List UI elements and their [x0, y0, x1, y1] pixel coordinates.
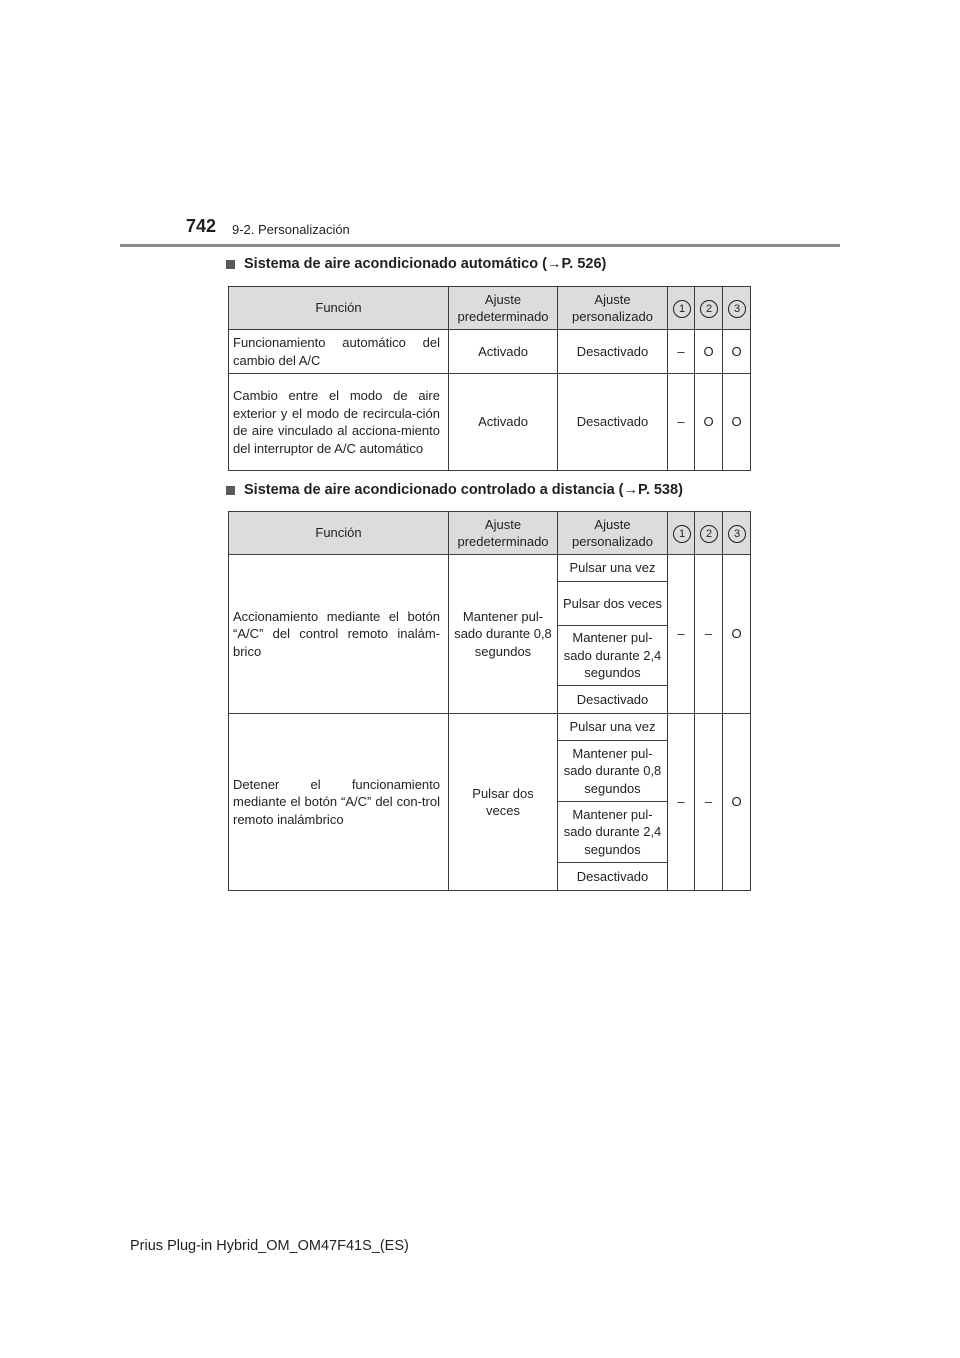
- table-row: [229, 555, 751, 582]
- mark-cell-2: –: [695, 714, 723, 891]
- table-row: [229, 330, 751, 374]
- mark-cell-2: –: [695, 555, 723, 714]
- circled-number-2: 2: [700, 300, 718, 318]
- custom-option-cell: Mantener pul-sado durante 0,8 segundos: [558, 741, 668, 802]
- custom-option-cell: Mantener pul-sado durante 2,4 segundos: [558, 802, 668, 863]
- col-header-2: [695, 287, 723, 330]
- page-number: 742: [186, 216, 217, 236]
- footer-doc-id: Prius Plug-in Hybrid_OM_OM47F41S_(ES): [130, 1238, 409, 1254]
- remote-ac-table: [228, 511, 751, 891]
- table-header-row: [229, 512, 751, 555]
- default-cell: Pulsar dos veces: [449, 714, 558, 891]
- mark-cell-1: –: [668, 555, 695, 714]
- custom-cell: Desactivado: [558, 330, 668, 374]
- table-header-row: [229, 287, 751, 330]
- default-cell: Activado: [449, 330, 558, 374]
- col-header-funcion: Función: [229, 287, 449, 330]
- mark-cell-3: O: [723, 374, 751, 471]
- circled-number-1: 1: [673, 300, 691, 318]
- col-header-2: [695, 512, 723, 555]
- mark-cell-3: O: [723, 555, 751, 714]
- custom-option-cell: Pulsar dos veces: [558, 582, 668, 626]
- circled-number-3: 3: [728, 525, 746, 543]
- mark-cell-1: –: [668, 714, 695, 891]
- table-row: [229, 374, 751, 471]
- col-header-1: [668, 287, 695, 330]
- auto-ac-table: [228, 286, 751, 471]
- function-cell: Cambio entre el modo de aire exterior y el modo de recircula-ción de aire vinculado al acciona-miento del interruptor de A/C automático: [229, 374, 449, 471]
- heading-text: Sistema de aire acondicionado automático (→P. 526): [244, 256, 607, 272]
- heading-square-icon: [226, 260, 235, 269]
- circled-number-2: 2: [700, 525, 718, 543]
- default-cell: Mantener pul-sado durante 0,8 segundos: [449, 555, 558, 714]
- mark-cell-3: O: [723, 330, 751, 374]
- col-header-3: [723, 287, 751, 330]
- mark-cell-1: –: [668, 330, 695, 374]
- custom-option-cell: Desactivado: [558, 686, 668, 714]
- col-header-default: Ajuste predeterminado: [449, 512, 558, 555]
- function-cell: Accionamiento mediante el botón “A/C” del control remoto inalám-brico: [229, 555, 449, 714]
- custom-cell: Desactivado: [558, 374, 668, 471]
- col-header-funcion: Función: [229, 512, 449, 555]
- custom-option-cell: Desactivado: [558, 863, 668, 891]
- col-header-custom: Ajuste personalizado: [558, 287, 668, 330]
- custom-option-cell: Mantener pul-sado durante 2,4 segundos: [558, 626, 668, 686]
- table-row: [229, 714, 751, 741]
- mark-cell-3: O: [723, 714, 751, 891]
- function-cell: Detener el funcionamiento mediante el botón “A/C” del con-trol remoto inalámbrico: [229, 714, 449, 891]
- heading-text: Sistema de aire acondicionado controlado a distancia (→P. 538): [244, 482, 683, 498]
- col-header-custom: Ajuste personalizado: [558, 512, 668, 555]
- section-heading-remote-ac: [226, 482, 683, 498]
- heading-square-icon: [226, 486, 235, 495]
- mark-cell-1: –: [668, 374, 695, 471]
- col-header-1: [668, 512, 695, 555]
- header-rule: [120, 244, 840, 247]
- col-header-default: Ajuste predeterminado: [449, 287, 558, 330]
- default-cell: Activado: [449, 374, 558, 471]
- section-heading-auto-ac: [226, 256, 606, 272]
- custom-option-cell: Pulsar una vez: [558, 555, 668, 582]
- custom-option-cell: Pulsar una vez: [558, 714, 668, 741]
- col-header-3: [723, 512, 751, 555]
- circled-number-1: 1: [673, 525, 691, 543]
- section-label: 9-2. Personalización: [232, 222, 350, 237]
- mark-cell-2: O: [695, 374, 723, 471]
- mark-cell-2: O: [695, 330, 723, 374]
- function-cell: Funcionamiento automático del cambio del A/C: [229, 330, 449, 374]
- circled-number-3: 3: [728, 300, 746, 318]
